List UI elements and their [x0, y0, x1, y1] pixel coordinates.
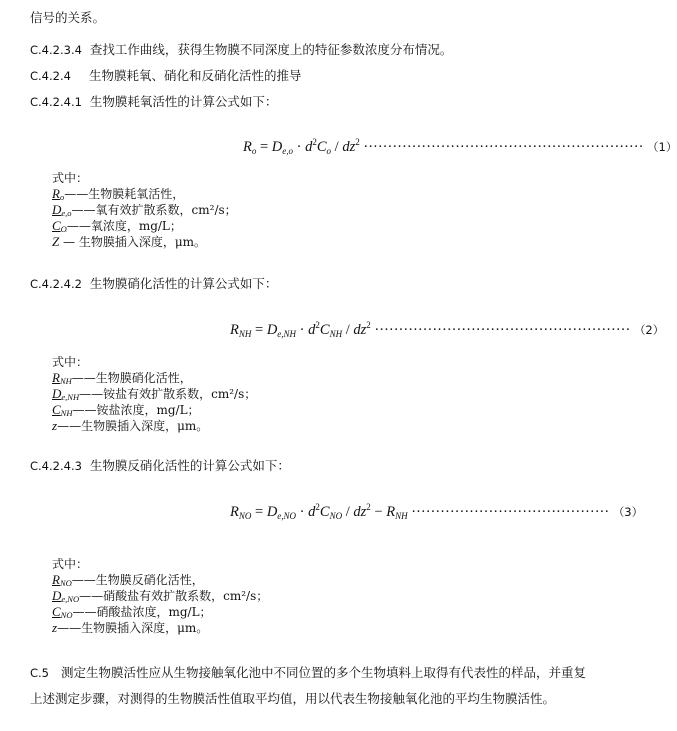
symbol-desc: ——铵盐浓度，mg/L；: [72, 403, 200, 417]
symbol: Z: [52, 234, 60, 249]
formula-1: $R_o = D_{e,o} \cdot d^2C_o / dz^2$ ·························································· （1）: [243, 137, 677, 156]
equation-number: （3）: [612, 505, 644, 519]
formula-3: $R_{NO} = D_{e,NO} \cdot d^2C_{NO} / dz^2 - R_{NH}$ ········································· （3）: [230, 502, 644, 521]
clause-c4243: [30, 456, 290, 474]
symbol-desc: ——生物膜反硝化活性，: [71, 573, 204, 587]
leader-dots: ·········································: [411, 504, 610, 520]
symbol: $D_{e,o}$: [52, 202, 72, 218]
clause-heading: 生物膜耗氧、硝化和反硝化活性的推导: [88, 68, 302, 83]
where-item: [52, 234, 206, 250]
symbol-desc: ——生物膜插入深度，μm。: [57, 621, 209, 635]
formula-2: $R_{NH} = D_{e,NH} \cdot d^2C_{NH} / dz^2$ ····················································· （2）: [230, 320, 665, 339]
where-item: [52, 418, 208, 434]
symbol-desc: — 生物膜插入深度，μm。: [59, 235, 207, 249]
clause-text: 生物膜硝化活性的计算公式如下：: [89, 276, 278, 291]
clause-text: 生物膜耗氧活性的计算公式如下：: [89, 94, 278, 109]
symbol-desc: ——硝酸盐有效扩散系数，cm²/s；: [79, 589, 269, 603]
symbol: $D_{e,NO}$: [52, 588, 80, 604]
leader-dots: ·····················································: [374, 322, 631, 338]
leader-dots: ··························································: [363, 139, 644, 155]
symbol-desc: ——生物膜硝化活性，: [71, 371, 192, 385]
equation-number: （1）: [647, 140, 677, 154]
symbol-desc: ——铵盐有效扩散系数，cm²/s；: [79, 387, 257, 401]
where-item: [52, 620, 208, 636]
equation-number: （2）: [633, 323, 665, 337]
clause-number: C.4.2.4.3: [30, 459, 82, 473]
clause-c424: [30, 66, 301, 84]
symbol-desc: ——氧浓度，mg/L；: [66, 219, 182, 233]
symbol-desc: ——氧有效扩散系数，cm²/s；: [71, 203, 237, 217]
clause-number: C.4.2.4.2: [30, 277, 82, 291]
symbol-desc: ——生物膜耗氧活性，: [64, 187, 185, 201]
symbol: z: [52, 418, 58, 433]
clause-c4234: [30, 40, 452, 58]
clause-text: 查找工作曲线，获得生物膜不同深度上的特征参数浓度分布情况。: [89, 42, 453, 57]
clause-c5: [30, 660, 590, 712]
symbol: $C_{NO}$: [52, 604, 73, 620]
symbol: $R_o$: [52, 186, 65, 202]
symbol: z: [52, 620, 58, 635]
symbol: $C_{NH}$: [52, 402, 73, 418]
clause-number: C.5: [30, 666, 50, 680]
where-label: 式中：: [52, 557, 89, 571]
clause-c4241: [30, 92, 277, 110]
where-label: 式中：: [52, 171, 89, 185]
symbol: $R_{NH}$: [52, 370, 72, 386]
clause-number: C.4.2.3.4: [30, 43, 82, 57]
clause-c4242: [30, 274, 277, 292]
symbol: $C_O$: [52, 218, 67, 234]
top-line: 信号的关系。: [30, 10, 106, 25]
clause-number: C.4.2.4: [30, 69, 71, 83]
symbol: $D_{e,NH}$: [52, 386, 80, 402]
where-label: 式中：: [52, 355, 89, 369]
clause-text: 生物膜反硝化活性的计算公式如下：: [89, 458, 290, 473]
symbol-desc: ——硝酸盐浓度，mg/L；: [72, 605, 212, 619]
clause-text: 测定生物膜活性应从生物接触氧化池中不同位置的多个生物填料上取得有代表性的样品，并重复上述测定步骤，对测得的生物膜活性值取平均值，用以代表生物接触氧化池的平均生物膜活性。: [30, 665, 587, 706]
clause-number: C.4.2.4.1: [30, 95, 82, 109]
symbol: $R_{NO}$: [52, 572, 72, 588]
symbol-desc: ——生物膜插入深度，μm。: [57, 419, 209, 433]
